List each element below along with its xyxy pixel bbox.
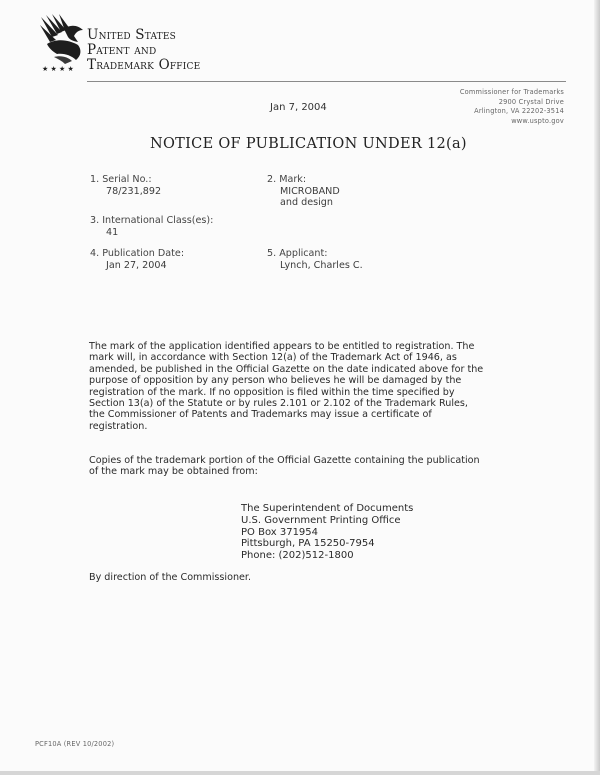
applicant-field xyxy=(267,248,363,271)
paragraph-line: registration. xyxy=(89,420,148,432)
return-address-line: Commissioner for Trademarks xyxy=(459,88,564,96)
paragraph-line: the Commissioner of Patents and Trademarks may issue a certificate of xyxy=(89,409,432,421)
paragraph-line: registration of the mark. If no opposition is filed within the time specified by xyxy=(89,386,455,398)
mark-field xyxy=(267,174,340,209)
svg-text:★ ★ ★ ★: ★ ★ ★ ★ xyxy=(42,65,74,73)
header-rule xyxy=(87,81,566,82)
applicant-label: 5. Applicant: xyxy=(267,248,328,259)
mark-value: MICROBAND xyxy=(280,185,340,197)
notice-date: Jan 7, 2004 xyxy=(270,102,327,113)
serial-number-field xyxy=(90,174,161,197)
agency-name-line: United States xyxy=(87,27,176,43)
paragraph-line: amended, be published in the Official Gazette on the date indicated above for the xyxy=(89,363,484,375)
serial-number-label: 1. Serial No.: xyxy=(90,174,152,185)
publication-date-value: Jan 27, 2004 xyxy=(106,259,167,271)
gazette-copies-paragraph xyxy=(89,455,499,478)
gpo-address-line: PO Box 371954 xyxy=(241,526,319,538)
mark-label: 2. Mark: xyxy=(267,174,307,185)
notice-title: NOTICE OF PUBLICATION UNDER 12(a) xyxy=(150,136,467,152)
paragraph-line: The mark of the application identified appears to be entitled to registration. The xyxy=(89,341,475,352)
scan-edge-right xyxy=(594,0,600,775)
publication-date-field xyxy=(90,248,184,271)
scan-edge-bottom xyxy=(0,771,600,775)
gpo-address-line: U.S. Government Printing Office xyxy=(241,514,401,526)
agency-name-line: Trademark Office xyxy=(87,57,201,73)
paragraph-line: purpose of opposition by any person who believes he will be damaged by the xyxy=(89,375,462,387)
publication-notice-paragraph xyxy=(89,341,499,432)
publication-date-label: 4. Publication Date: xyxy=(90,248,185,259)
signoff: By direction of the Commissioner. xyxy=(89,572,252,583)
paragraph-line: Section 13(a) of the Statute or by rules 2.101 or 2.102 of the Trademark Rules, xyxy=(89,398,468,410)
eagle-logo-icon xyxy=(38,12,88,74)
gpo-phone: Phone: (202)512-1800 xyxy=(241,550,354,562)
serial-number-value: 78/231,892 xyxy=(106,185,162,197)
form-id: PCF10A (REV 10/2002) xyxy=(35,740,115,748)
paragraph-line: mark will, in accordance with Section 12(a) of the Trademark Act of 1946, as xyxy=(89,352,457,364)
mark-value-detail: and design xyxy=(280,197,333,208)
international-class-field xyxy=(90,215,213,238)
return-address-website: www.uspto.gov xyxy=(511,116,564,125)
return-address-line: 2900 Crystal Drive xyxy=(498,97,564,106)
applicant-value: Lynch, Charles C. xyxy=(280,259,363,271)
paragraph-line: of the mark may be obtained from: xyxy=(89,466,258,478)
return-address xyxy=(460,88,564,126)
return-address-line: Arlington, VA 22202-3514 xyxy=(474,107,564,115)
gpo-address-line: The Superintendent of Documents xyxy=(241,503,414,514)
agency-name-line: Patent and xyxy=(87,42,157,58)
international-class-value: 41 xyxy=(106,226,119,238)
paragraph-line: Copies of the trademark portion of the Official Gazette containing the publication xyxy=(89,455,480,466)
gpo-address-line: Pittsburgh, PA 15250-7954 xyxy=(241,538,375,550)
gpo-address xyxy=(241,503,413,562)
international-class-label: 3. International Class(es): xyxy=(90,215,214,226)
agency-name xyxy=(87,28,200,73)
